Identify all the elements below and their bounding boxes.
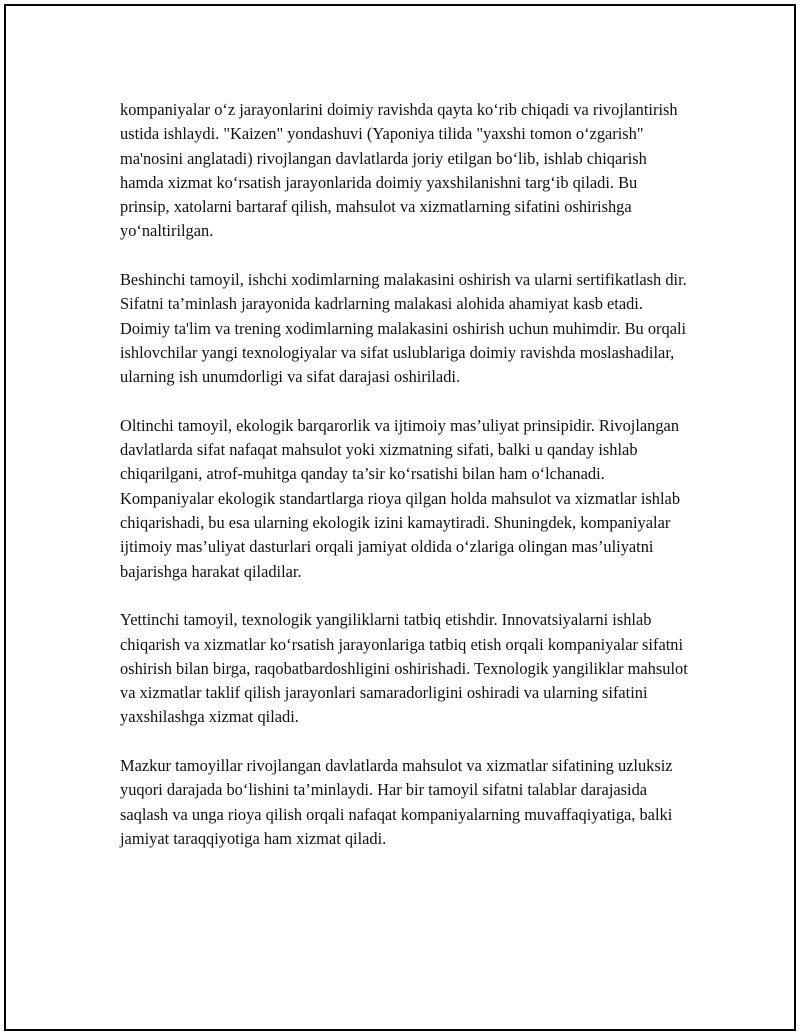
paragraph-kaizen: kompaniyalar o‘z jarayonlarini doimiy ravishda qayta ko‘rib chiqadi va rivojlantirish ustida ishlaydi. "Kaizen" yondashuvi (Yaponiya tilida "yaxshi tomon o‘zgarish" ma'nosini anglatadi) rivojlangan davlatlarda joriy etilgan bo‘lib, ishlab chiqarish hamda xizmat ko‘rsatish jarayonlarida doimiy yaxshilanishni targ‘ib qiladi. Bu prinsip, xatolarni bartaraf qilish, mahsulot va xizmatlarning sifatini oshirishga yo‘naltirilgan. <box>120 100 678 241</box>
paragraph-seventh-principle: Yettinchi tamoyil, texnologik yangiliklarni tatbiq etishdir. Innovatsiyalarni ishlab chiqarish va xizmatlar ko‘rsatish jarayonlariga tatbiq etish orqali kompaniyalar sifatni oshirish bilan birga, raqobatbardoshligini oshirishadi. Texnologik yangiliklar mahsulot va xizmatlar taklif qilish jarayonlari samaradorligini oshiradi va ularning sifatini yaxshilashga xizmat qiladi. <box>120 610 688 727</box>
paragraph-sixth-principle: Oltinchi tamoyil, ekologik barqarorlik va ijtimoiy mas’uliyat prinsipidir. Rivojlangan davlatlarda sifat nafaqat mahsulot yoki xizmatning sifati, balki u qanday ishlab chiqarilgani, atrof-muhitga qanday ta’sir ko‘rsatishi bilan ham o‘lchanadi. Kompaniyalar ekologik standartlarga rioya qilgan holda mahsulot va xizmatlar ishlab chiqarishadi, bu esa ularning ekologik izini kamaytiradi. Shuningdek, kompaniyalar ijtimoiy mas’uliyat dasturlari orqali jamiyat oldida o‘zlariga olingan mas’uliyatni bajarishga harakat qiladilar. <box>120 415 681 581</box>
paragraph-conclusion: Mazkur tamoyillar rivojlangan davlatlarda mahsulot va xizmatlar sifatining uzluksiz yuqori darajada bo‘lishini ta’minlaydi. Har bir tamoyil sifatni talablar darajasida saqlash va unga rioya qilish orqali nafaqat kompaniyalarning muvaffaqiyatiga, balki jamiyat taraqqiyotiga ham xizmat qiladi. <box>120 756 673 848</box>
paragraph-fifth-principle: Beshinchi tamoyil, ishchi xodimlarning malakasini oshirish va ularni sertifikatlash dir. Sifatni ta’minlash jarayonida kadrlarning malakasi alohida ahamiyat kasb etadi. Doimiy ta'lim va trening xodimlarning malakasini oshirish uchun muhimdir. Bu orqali ishlovchilar yangi texnologiyalar va sifat uslublariga doimiy ravishda moslashadilar, ularning ish unumdorligi va sifat darajasi oshiriladi. <box>120 270 687 387</box>
document-page <box>4 4 796 1031</box>
document-body <box>120 98 690 876</box>
